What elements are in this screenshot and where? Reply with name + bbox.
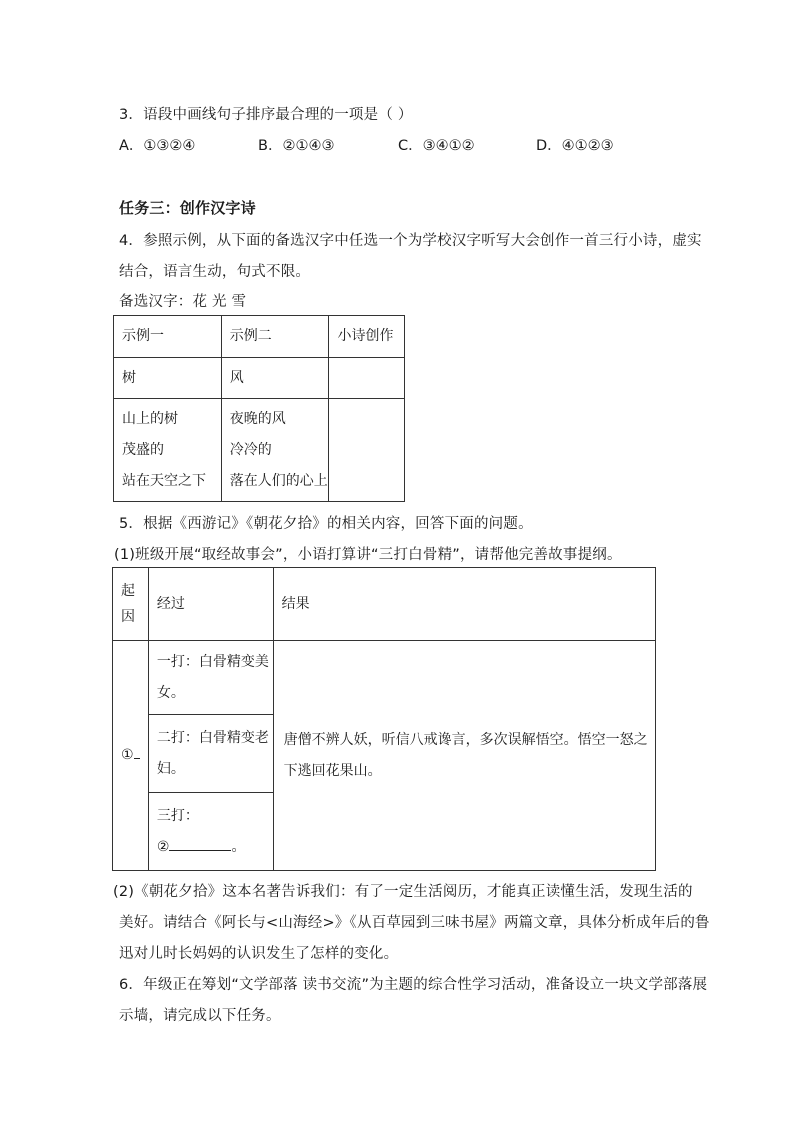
- option-letter: A．: [119, 138, 144, 154]
- option-value: ②①④③: [282, 138, 335, 154]
- q4-stem-line2: 结合，语言生动，句式不限。: [119, 264, 311, 280]
- hit3-cell: [148, 793, 273, 871]
- poem-table-header: 小诗创作: [329, 316, 405, 358]
- hit1-line: 一打：白骨精变美: [156, 653, 269, 670]
- cause-header-char: 因: [121, 609, 135, 625]
- option-value: ④①②③: [561, 138, 614, 154]
- hit2-line: 妇。: [156, 760, 185, 777]
- hit3-blank[interactable]: [169, 836, 231, 851]
- poem-table-char: 风: [221, 358, 329, 399]
- hit1-cell: [148, 641, 273, 715]
- q3-option-c: [398, 134, 475, 155]
- q4-stem-line1: 4．参照示例，从下面的备选汉字中任选一个为学校汉字听写大会创作一首三行小诗，虚实: [119, 233, 702, 249]
- process-header-text: 经过: [156, 595, 185, 612]
- option-value: ①③②④: [143, 138, 196, 154]
- result-line: 下逃回花果山。: [283, 762, 382, 779]
- poem-example-1: [114, 399, 222, 502]
- poem-table-header: 示例一: [114, 316, 222, 358]
- hit3-line: 三打：: [156, 807, 199, 824]
- hit3-end: 。: [231, 838, 246, 855]
- option-letter: D．: [536, 138, 562, 154]
- cause-answer-cell[interactable]: [113, 641, 149, 871]
- hit1-line: 女。: [156, 684, 185, 701]
- poem-line: 站在天空之下: [122, 472, 206, 489]
- result-header-text: 结果: [281, 595, 310, 612]
- result-line: 唐僧不辨人妖，听信八戒谗言，多次误解悟空。悟空一怒之: [283, 731, 648, 748]
- hit2-cell: [148, 715, 273, 793]
- poem-answer-cell[interactable]: [329, 399, 405, 502]
- poem-line: 夜晚的风: [229, 410, 286, 427]
- q5-stem: 5．根据《西游记》《朝花夕拾》的相关内容，回答下面的问题。: [119, 516, 533, 532]
- poem-line: 落在人们的心上: [229, 472, 328, 489]
- q5-sub2-line3: 迅对儿时长妈妈的认识发生了怎样的变化。: [119, 946, 399, 962]
- poem-table-char: 树: [114, 358, 222, 399]
- poem-line: 山上的树: [122, 410, 178, 427]
- hit3-blank-label: ②: [156, 838, 170, 855]
- q3-option-d: [536, 134, 614, 155]
- q3-option-b: [258, 134, 334, 155]
- poem-answer-char-cell[interactable]: [329, 358, 405, 399]
- q3-stem: 3．语段中画线句子排序最合理的一项是（ ）: [119, 107, 413, 123]
- option-letter: B．: [258, 138, 283, 154]
- story-outline-table: [112, 567, 656, 871]
- process-header: [148, 568, 273, 641]
- result-header: [273, 568, 655, 641]
- hit2-line: 二打：白骨精变老: [156, 729, 269, 746]
- option-value: ③④①②: [422, 138, 475, 154]
- poem-example-2: [221, 399, 329, 502]
- option-letter: C．: [398, 138, 423, 154]
- poem-line: 冷冷的: [229, 441, 272, 458]
- cause-blank-label: ①: [121, 747, 134, 763]
- cause-header-char: 起: [121, 583, 135, 599]
- cause-blank[interactable]: [134, 744, 140, 759]
- poem-table: [113, 315, 405, 502]
- q6-line2: 示墙，请完成以下任务。: [119, 1008, 281, 1024]
- hit3-blank-line: [157, 832, 273, 863]
- task3-heading: 任务三：创作汉字诗: [119, 199, 256, 217]
- q4-candidates: 备选汉字：花 光 雪: [119, 294, 247, 310]
- cause-header: [113, 568, 149, 641]
- q3-option-a: [119, 134, 195, 155]
- q6-line1: 6．年级正在筹划“文学部落 读书交流”为主题的综合性学习活动，准备设立一块文学部落展: [119, 977, 708, 993]
- q5-sub2-line2: 美好。请结合《阿长与<山海经>》《从百草园到三味书屋》两篇文章，具体分析成年后的鲁: [119, 915, 710, 931]
- poem-table-header: 示例二: [221, 316, 329, 358]
- q5-sub2-line1: (2)《朝花夕拾》这本名著告诉我们：有了一定生活阅历，才能真正读懂生活，发现生活的: [113, 884, 693, 900]
- q5-sub1: (1)班级开展“取经故事会”，小语打算讲“三打白骨精”，请帮他完善故事提纲。: [114, 547, 622, 563]
- result-cell: [273, 641, 655, 871]
- poem-line: 茂盛的: [122, 441, 164, 458]
